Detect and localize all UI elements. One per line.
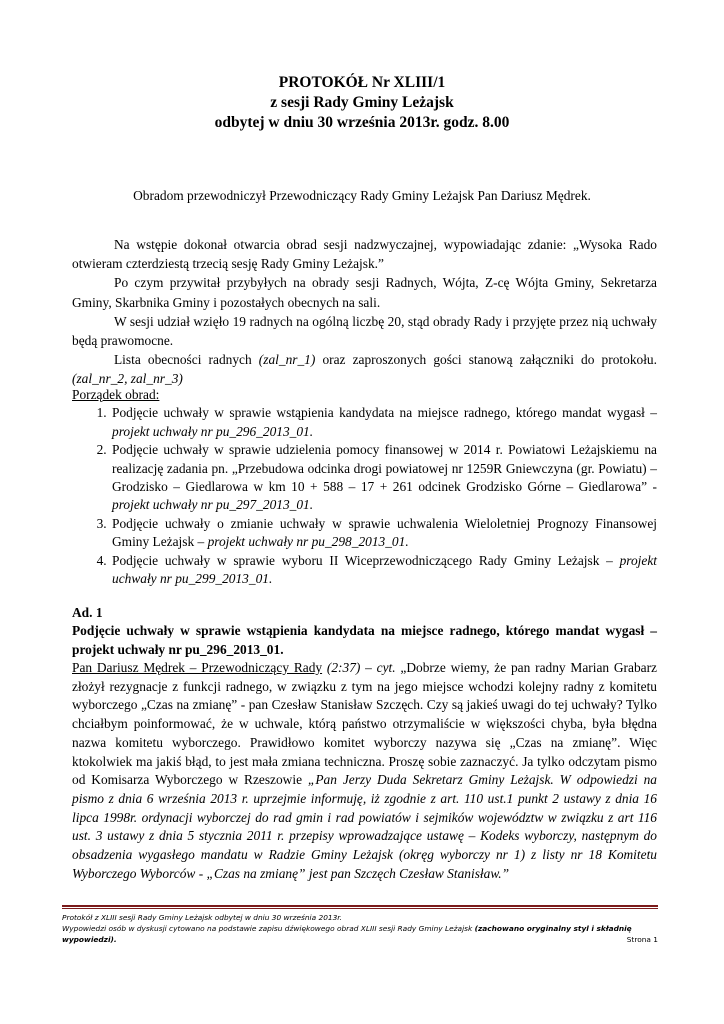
attendance-text: Lista obecności radnych: [114, 352, 259, 368]
paragraph-quorum: W sesji udział wzięło 19 radnych na ogólną liczbę 20, stąd obrady Rady i przyjęte przez nią uchwały będą prawomocne.: [72, 313, 657, 349]
page-number: Strona 1: [626, 935, 658, 944]
attachment-ref-1: (zal_nr_1): [258, 352, 316, 368]
page-footer: [62, 912, 658, 945]
agenda-item-ref: projekt uchwały nr pu_298_2013_01.: [207, 534, 409, 550]
agenda-item: [110, 515, 657, 552]
session-date: odbytej w dniu 30 września 2013r. godz. 8.00: [214, 114, 510, 131]
agenda-item: [110, 441, 657, 515]
footer-citation-note: [62, 923, 658, 945]
speech-text: „Dobrze wiemy, że pan radny Marian Grabarz złożył rezygnacje z funkcji radnego, w związku z tym na jego miejsce wchodzi kolejny radny z komitetu wyborczego „Czas na zmianę” - pan Czesław Stanisław Szczęch. Czy są jakieś uwagi do tej uchwały? Tylko chciałbym poinformować, że w uchwale, którą państwo otrzymaliście w większości chyba, była błędna nazwa komitetu wyborczego. Prawidłowo komitet wyborczy nazywa się „Czas na zmianę”. Więc ktokolwiek ma jakiś błąd, to jest mała zmiana techniczna. Proszę sobie zaznaczyć. Ja tylko odczytam pismo od Komisarza Wyborczego w Rzeszowie: [72, 660, 658, 788]
ad1-section-heading: [72, 604, 657, 659]
footer-citation-bold: (zachowano oryginalny styl i składnię wypowiedzi).: [62, 924, 632, 944]
agenda-list: [72, 404, 657, 588]
paragraph-attendance: [72, 350, 657, 388]
agenda-title: Porządek obrad:: [72, 387, 160, 402]
attendance-text-2: oraz zaproszonych gości stanową załączniki do protokołu.: [315, 352, 657, 368]
footer-divider-thin: [62, 908, 658, 909]
agenda-item-ref: projekt uchwały nr pu_296_2013_01.: [112, 423, 314, 439]
agenda: [72, 386, 657, 588]
chairman-intro: Obradom przewodniczył Przewodniczący Rady Gminy Leżajsk Pan Dariusz Mędrek.: [133, 188, 591, 203]
speaker-name: Pan Dariusz Mędrek – Przewodniczący Rady: [72, 660, 323, 675]
speech-paragraph: [72, 659, 657, 883]
paragraph-opening: Na wstępie dokonał otwarcia obrad sesji nadzwyczajnej, wypowiadając zdanie: „Wysoka Rado otwieram czterdziestą trzecią sesję Rady Gminy Leżajsk.”: [72, 237, 657, 272]
agenda-item-ref: projekt uchwały nr pu_299_2013_01.: [112, 552, 657, 587]
agenda-item: [110, 404, 657, 441]
speech-quoted-letter: „Pan Jerzy Duda Sekretarz Gminy Leżajsk. W odpowiedzi na pismo z dnia 6 września 2013 r. uprzejmie informuję, iż zgodnie z art. 110 ust.1 punkt 2 ustawy z dnia 16 lipca 1998r. ordynacji wyborczej do rad gmin i rad powiatów i sejmików województw w związku z art 116 ust. 3 ustawy z dnia 5 stycznia 2011 r. przepisy wprowadzające ustawę – Kodeks wyborczy, następnym do obsadzenia wygasłego mandatu w Radzie Gminy Leżajsk (okręg wyborczy nr 1) z listy nr 18 Komitetu Wyborczego Wyborców - „Czas na zmianę” jest pan Szczęch Czesław Stanisław.”: [72, 772, 657, 881]
agenda-item: [110, 552, 657, 589]
agenda-item-ref: projekt uchwały nr pu_297_2013_01.: [112, 497, 314, 513]
opening-paragraphs: [72, 235, 657, 389]
attachment-ref-2-3: (zal_nr_2, zal_nr_3): [72, 371, 183, 387]
ad1-number: Ad. 1: [72, 605, 103, 620]
protocol-title: PROTOKÓŁ Nr XLIII/1: [278, 74, 446, 91]
footer-divider: [62, 905, 658, 907]
ad1-title: Podjęcie uchwały w sprawie wstąpienia kandydata na miejsce radnego, którego mandat wygasł – projekt uchwały nr pu_296_2013_01.: [72, 623, 657, 657]
footer-protocol-note: Protokół z XLIII sesji Rady Gminy Leżajsk odbytej w dniu 30 września 2013r.: [62, 913, 343, 922]
agenda-item-text: Podjęcie uchwały w sprawie wyboru II Wiceprzewodniczącego Rady Gminy Leżajsk –: [112, 552, 620, 568]
paragraph-greeting: Po czym przywitał przybyłych na obrady sesji Radnych, Wójta, Z-cę Wójta Gminy, Sekretarza Gminy, Skarbnika Gminy i pozostałych obecnych na sali.: [72, 275, 657, 310]
agenda-item-text: Podjęcie uchwały w sprawie wstąpienia kandydata na miejsce radnego, którego mandat wygasł –: [112, 405, 657, 421]
agenda-item-text: Podjęcie uchwały o zmianie uchwały w sprawie uchwalenia Wieloletniej Prognozy Finansowej Gminy Leżajsk –: [112, 515, 657, 550]
agenda-item-text: Podjęcie uchwały w sprawie udzielenia pomocy finansowej w 2014 r. Powiatowi Leżajskiemu na realizację zadania pn. „Przebudowa odcinka drogi powiatowej nr 1259R Gniewczyna (gr. Powiatu) – Grodzisko – Giedlarowa w km 10 + 588 – 17 + 261 odcinek Grodzisko Górne – Giedlarowa” -: [112, 442, 657, 495]
footer-citation-text: Wypowiedzi osób w dyskusji cytowano na podstawie zapisu dźwiękowego obrad XLIII sesji Rady Gminy Leżajsk: [62, 924, 475, 933]
session-subtitle: z sesji Rady Gminy Leżajsk: [270, 94, 454, 111]
speech-timestamp: (2:37) – cyt.: [322, 660, 396, 675]
